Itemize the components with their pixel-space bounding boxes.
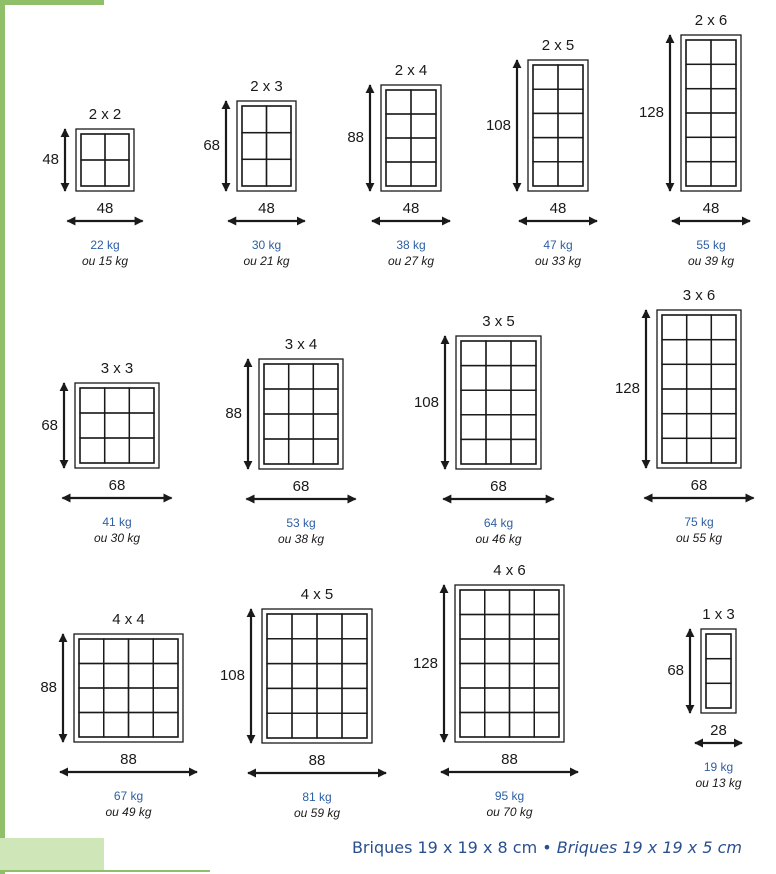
panel-height-label: 128 [412,654,438,672]
panel-width-label: 68 [292,478,310,495]
panel-inner-frame [461,341,536,464]
panel-height-label: 108 [413,393,439,411]
panel-height-label: 88 [225,405,242,422]
panel [441,585,578,772]
panel [226,101,305,221]
panel-height-label: 128 [614,380,640,397]
panel-weight: 81 kg [302,790,332,804]
caption [352,838,742,857]
panel-weight-alt: ou 21 kg [243,254,290,268]
panel-height-label: 68 [667,662,684,679]
panel-grid-label: 2 x 2 [88,106,122,123]
panel-grid-label: 3 x 6 [682,287,716,304]
panel-weight-alt: ou 30 kg [93,531,141,545]
panel-inner-frame [80,388,154,463]
panel-width-label: 48 [402,200,420,217]
panel-weight: 41 kg [102,515,132,529]
panel-weight: 64 kg [483,516,514,530]
panel [670,35,750,221]
panel-weight-alt: ou 49 kg [105,805,152,819]
green-accent-bar [0,0,5,874]
caption-separator: • [542,838,552,857]
panel-weight-alt: ou 55 kg [675,531,723,545]
panel-height-label: 108 [219,667,245,684]
panel [65,129,143,221]
panel-height-label: 88 [40,679,57,696]
panel-width-label: 48 [258,200,275,217]
panel [644,310,753,498]
panel-weight: 55 kg [696,238,726,252]
panel-height-label: 48 [42,151,59,168]
panel-grid-label: 3 x 3 [100,360,134,377]
green-accent-tab [0,838,104,871]
caption-part2: Briques 19 x 19 x 5 cm [556,838,742,857]
panel-height-label: 88 [347,129,364,146]
panel-height-label: 68 [203,137,220,154]
panel-weight-alt: ou 13 kg [695,776,742,790]
panel-height-label: 128 [638,104,664,121]
panel-width-label: 68 [690,477,708,494]
green-accent-top [0,0,104,5]
panel-width-label: 68 [490,478,507,495]
panel-grid-label: 2 x 5 [541,37,575,54]
panel [370,85,450,221]
panel-width-label: 88 [308,752,326,769]
panel [517,60,597,221]
panel-width-label: 88 [120,751,137,768]
panel-width-label: 48 [702,200,720,217]
panel-width-label: 88 [501,751,518,768]
panel [248,609,386,773]
panel-grid-label: 3 x 4 [284,336,318,353]
panel [246,359,355,499]
panel-weight-alt: ou 59 kg [293,806,341,820]
panel-weight: 53 kg [286,516,316,530]
panel-grid-label: 4 x 4 [112,611,145,628]
panel-inner-frame [706,634,731,708]
panel-height-label: 108 [485,116,511,134]
panel-weight: 47 kg [543,238,573,252]
panel-grid-label: 4 x 5 [300,586,334,603]
panel-weight-alt: ou 27 kg [387,254,435,268]
panel-grid-label: 2 x 4 [394,62,428,79]
panel-grid-label: 1 x 3 [702,606,735,623]
panel-grid-label: 4 x 6 [493,562,526,579]
panel-weight: 38 kg [396,238,426,252]
panel-weight-alt: ou 15 kg [81,254,129,268]
panel-weight: 30 kg [251,238,282,252]
caption-part1: Briques 19 x 19 x 8 cm [351,838,538,857]
panel-weight-alt: ou 39 kg [687,254,735,268]
panel-weight: 22 kg [90,238,120,252]
panel-weight-alt: ou 33 kg [534,254,582,268]
panel-width-label: 68 [108,477,126,494]
panel-grid-label: 2 x 3 [250,78,283,95]
panel-weight-alt: ou 70 kg [486,805,533,819]
panel-weight: 75 kg [684,515,714,529]
panel [62,383,171,498]
panel-weight: 19 kg [703,760,734,774]
panel-width-label: 28 [710,722,727,739]
panel [443,336,554,499]
panel-weight-alt: ou 46 kg [475,532,522,546]
panel-grid-label: 2 x 6 [694,12,728,29]
panel-weight-alt: ou 38 kg [277,532,325,546]
panel-grid-label: 3 x 5 [482,313,515,330]
panel-width-label: 48 [549,200,567,217]
panel [60,634,197,772]
panel-weight: 95 kg [494,789,525,803]
panel-height-label: 68 [41,416,58,434]
panel-width-label: 48 [96,200,114,217]
panel [690,629,742,743]
panel-weight: 67 kg [113,789,144,803]
